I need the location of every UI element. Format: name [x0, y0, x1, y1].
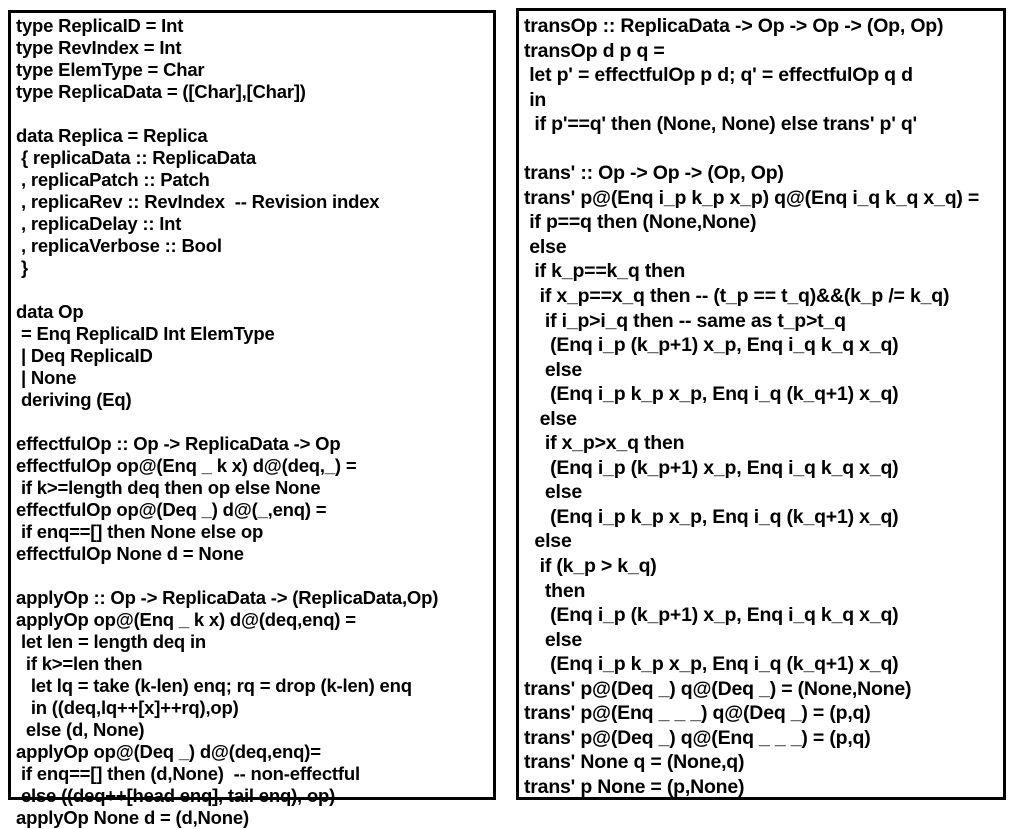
code-line: else [524, 407, 577, 430]
code-line: | Deq ReplicaID [16, 345, 153, 366]
code-line: if p'==q' then (None, None) else trans' p' q' [524, 113, 917, 136]
code-line: else ((deq++[head enq], tail enq), op) [16, 785, 336, 806]
code-line: else [524, 628, 583, 651]
code-line: if x_p==x_q then -- (t_p == t_q)&&(k_p /= k_q) [524, 285, 950, 308]
code-line: trans' p@(Enq i_p k_p x_p) q@(Enq i_q k_q x_q) = [524, 186, 980, 209]
code-line: trans' p@(Deq _) q@(Deq _) = (None,None) [524, 677, 912, 700]
code-line: trans' p@(Deq _) q@(Enq _ _ _) = (p,q) [524, 726, 871, 749]
code-line: | None [16, 367, 77, 388]
code-line: if x_p>x_q then [524, 432, 685, 455]
code-line: then [524, 579, 586, 602]
code-line: else [524, 235, 567, 258]
code-line: = Enq ReplicaID Int ElemType [16, 323, 275, 344]
code-line: effectfulOp None d = None [16, 543, 244, 564]
code-line: if i_p>i_q then -- same as t_p>t_q [524, 309, 846, 332]
code-line: data Replica = Replica [16, 125, 208, 146]
code-line: let len = length deq in [16, 631, 206, 652]
code-line: , replicaDelay :: Int [16, 213, 182, 234]
right-code-panel [516, 8, 1006, 800]
code-line: if k>=len then [16, 653, 143, 674]
code-line: type ReplicaData = ([Char],[Char]) [16, 81, 306, 102]
code-line: applyOp None d = (d,None) [16, 807, 249, 828]
code-line: else [524, 530, 572, 553]
code-line: if k_p==k_q then [524, 260, 686, 283]
code-line: applyOp :: Op -> ReplicaData -> (ReplicaData,Op) [16, 587, 439, 608]
code-line: (Enq i_p (k_p+1) x_p, Enq i_q k_q x_q) [524, 334, 899, 357]
code-line: else (d, None) [16, 719, 145, 740]
code-line [16, 279, 489, 301]
code-line: trans' p None = (p,None) [524, 775, 745, 798]
code-line: in ((deq,lq++[x]++rq),op) [16, 697, 239, 718]
code-line: else [524, 358, 583, 381]
code-line: (Enq i_p (k_p+1) x_p, Enq i_q k_q x_q) [524, 604, 899, 627]
code-line [16, 103, 489, 125]
code-line: if enq==[] then (d,None) -- non-effectful [16, 763, 360, 784]
code-line: } [16, 257, 28, 278]
code-line: if k>=length deq then op else None [16, 477, 321, 498]
code-line: trans' p@(Enq _ _ _) q@(Deq _) = (p,q) [524, 702, 871, 725]
code-line: (Enq i_p k_p x_p, Enq i_q (k_q+1) x_q) [524, 383, 899, 406]
code-line: type RevIndex = Int [16, 37, 182, 58]
code-line: (Enq i_p (k_p+1) x_p, Enq i_q k_q x_q) [524, 456, 899, 479]
code-line: else [524, 481, 583, 504]
left-code-panel [8, 10, 496, 828]
code-line: , replicaPatch :: Patch [16, 169, 210, 190]
code-line: effectfulOp op@(Enq _ k x) d@(deq,_) = [16, 455, 357, 476]
code-line: applyOp op@(Deq _) d@(deq,enq)= [16, 741, 321, 762]
code-line [524, 137, 1001, 162]
code-line [16, 411, 489, 433]
code-line: if (k_p > k_q) [524, 555, 657, 578]
code-line: if enq==[] then None else op [16, 521, 264, 542]
code-line: type ElemType = Char [16, 59, 205, 80]
code-line: let lq = take (k-len) enq; rq = drop (k-len) enq [16, 675, 412, 696]
code-line: , replicaVerbose :: Bool [16, 235, 222, 256]
code-line: data Op [16, 301, 84, 322]
code-line: trans' None q = (None,q) [524, 751, 745, 774]
code-line: , replicaRev :: RevIndex -- Revision index [16, 191, 380, 212]
code-line: (Enq i_p k_p x_p, Enq i_q (k_q+1) x_q) [524, 653, 899, 676]
code-line: effectfulOp :: Op -> ReplicaData -> Op [16, 433, 341, 454]
code-line: { replicaData :: ReplicaData [16, 147, 256, 168]
code-line: if p==q then (None,None) [524, 211, 757, 234]
code-line: let p' = effectfulOp p d; q' = effectfulOp q d [524, 64, 913, 87]
code-line: effectfulOp op@(Deq _) d@(_,enq) = [16, 499, 327, 520]
code-line: trans' :: Op -> Op -> (Op, Op) [524, 162, 784, 185]
code-line: type ReplicaID = Int [16, 15, 184, 36]
code-line: in [524, 88, 547, 111]
code-line: deriving (Eq) [16, 389, 132, 410]
code-line: applyOp op@(Enq _ k x) d@(deq,enq) = [16, 609, 356, 630]
code-line [16, 565, 489, 587]
code-line: (Enq i_p k_p x_p, Enq i_q (k_q+1) x_q) [524, 505, 899, 528]
code-line: transOp :: ReplicaData -> Op -> Op -> (Op, Op) [524, 15, 944, 37]
code-line: transOp d p q = [524, 39, 665, 62]
